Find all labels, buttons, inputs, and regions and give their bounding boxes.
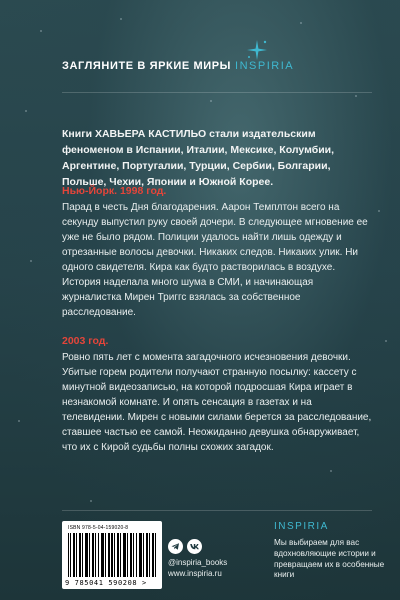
- vk-icon[interactable]: [187, 539, 202, 554]
- banner-text: ЗАГЛЯНИТЕ В ЯРКИЕ МИРЫ: [62, 60, 232, 72]
- author-intro: Книги ХАВЬЕРА КАСТИЛЬО стали издательским феноменом в Испании, Италии, Мексике, Колумбии, Аргентине, Португалии, Турции, Сербии, Болгарии, Польше, Чехии, Японии и Южной Корее.: [62, 128, 335, 188]
- section-heading-1998: Нью-Йорк. 1998 год.: [62, 185, 167, 197]
- barcode: [62, 521, 162, 589]
- isbn-text: ISBN 978-5-04-159020-8: [68, 525, 129, 531]
- series-banner: [62, 60, 362, 72]
- website-link[interactable]: www.inspiria.ru: [168, 568, 222, 578]
- banner-brand: INSPIRIA: [235, 60, 295, 72]
- social-icons: [168, 538, 228, 556]
- barcode-bars: [68, 533, 156, 577]
- barcode-number: 9 785041 590208 >: [65, 579, 147, 587]
- section-text-2003: Ровно пять лет с момента загадочного исчезновения девочки. Убитые горем родители получают странную посылку: кассету с минутной видеозаписью, на которой подросшая Кира играет в незнакомой комнате. И опять сенсация в газетах и на телевидении. Мирен с новыми силами берется за расследование, ставшее частью ее самой. Неожиданно девушка обнаруживает, что их с Кирой судьбы полны схожих загадок.: [62, 352, 372, 453]
- imprint-slogan: Мы выбираем для вас вдохновляющие истории и превращаем их в особенные книги: [274, 538, 385, 580]
- imprint-name: INSPIRIA: [274, 521, 329, 532]
- telegram-icon[interactable]: [168, 539, 183, 554]
- section-heading-2003: 2003 год.: [62, 335, 109, 347]
- social-handle[interactable]: @inspiria_books: [168, 558, 228, 567]
- divider-bottom: [62, 510, 372, 511]
- section-text-1998: Парад в честь Дня благодарения. Аарон Темплтон всего на секунду выпустил руку своей дочери. В следующее мгновение ее уже не было рядом. Полиции удалось найти лишь одежду и отрезанные волосы девочки. Никаких следов. Никаких улик. Ни одного свидетеля. Кира как будто растворилась в воздухе. История наделала много шума в СМИ, и начинающая журналистка Мирен Триггс взялась за собственное расследование.: [62, 202, 368, 318]
- social-handles: [168, 558, 227, 580]
- divider-top: [62, 92, 372, 93]
- sparkle-icon: [245, 38, 269, 62]
